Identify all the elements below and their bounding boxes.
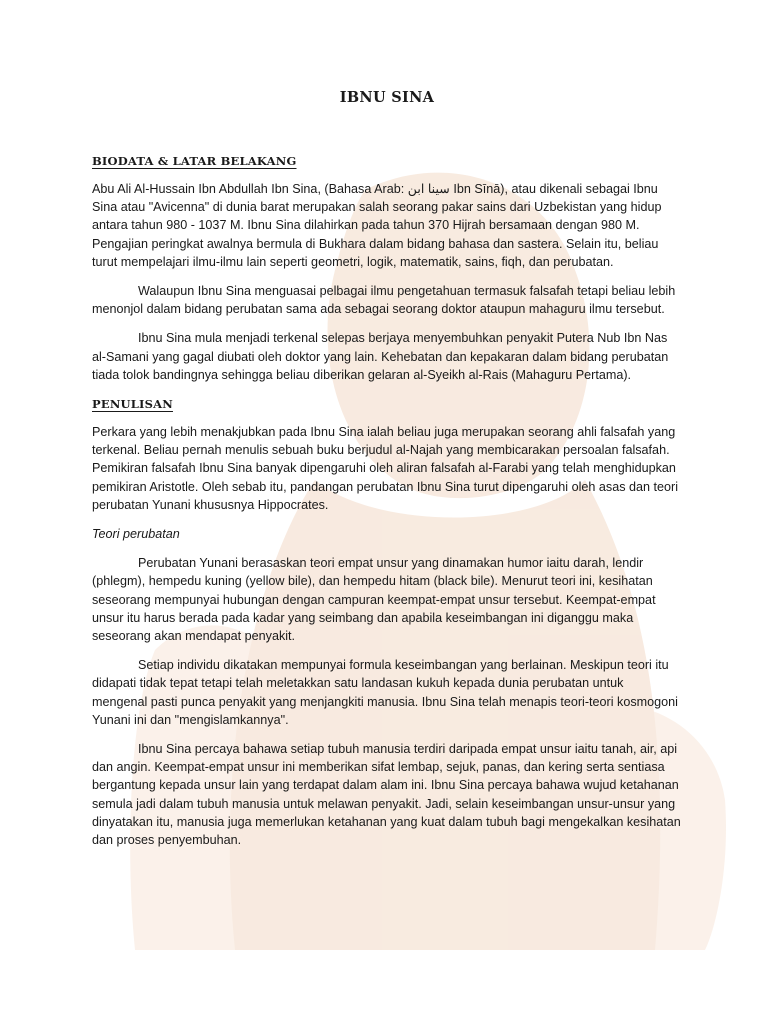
subheading-teori-perubatan: Teori perubatan xyxy=(92,527,180,542)
paragraph-teori-3: Ibnu Sina percaya bahawa setiap tubuh manusia terdiri daripada empat unsur iaitu tanah, air, api dan angin. Keempat-empat unsur ini memberikan sifat lembap, sejuk, panas, dan kering serta sentiasa bergantung kepada unsur lain yang terdapat dalam alam ini. Ibnu Sina percaya bahawa wujud ketahanan semula jadi dalam tubuh manusia untuk melawan penyakit. Jadi, selain keseimbangan unsur-unsur yang dinyatakan itu, manusia juga memerlukan ketahanan yang kuat dalam tubuh bagi mengekalkan kesihatan dan proses penyembuhan. xyxy=(92,742,681,848)
paragraph-biodata-1: Abu Ali Al-Hussain Ibn Abdullah Ibn Sina, (Bahasa Arab: سينا ابن Ibn Sīnā), atau dikenali sebagai Ibnu Sina atau "Avicenna" di dunia barat merupakan salah seorang pakar sains dari Uzbekistan yang hidup antara tahun 980 - 1037 M. Ibnu Sina dilahirkan pada tahun 370 Hijrah bersamaan dengan 980 M. Pengajian peringkat awalnya bermula di Bukhara dalam bidang bahasa dan sastera. Selain itu, beliau turut mempelajari ilmu-ilmu lain seperti geometri, logik, matematik, sains, fiqh, dan perubatan. xyxy=(92,182,662,269)
document-content xyxy=(92,88,682,860)
page-title: IBNU SINA xyxy=(339,89,435,106)
paragraph-biodata-3: Ibnu Sina mula menjadi terkenal selepas berjaya menyembuhkan penyakit Putera Nub Ibn Nas al-Samani yang gagal diubati oleh doktor yang lain. Kehebatan dan kepakaran dalam bidang perubatan tiada tolok bandingnya sehingga beliau diberikan gelaran al-Syeikh al-Rais (Mahaguru Pertama). xyxy=(92,331,669,382)
paragraph-teori-1: Perubatan Yunani berasaskan teori empat unsur yang dinamakan humor iaitu darah, lendir (phlegm), hempedu kuning (yellow bile), dan hempedu hitam (black bile). Menurut teori ini, kesihatan seseorang mempunyai hubungan dengan campuran keempat-empat unsur tersebut. Keempat-empat unsur itu harus berada pada kadar yang seimbang dan apabila keseimbangan ini diganggu maka seseorang akan mendapat penyakit. xyxy=(92,556,656,644)
paragraph-biodata-2: Walaupun Ibnu Sina menguasai pelbagai ilmu pengetahuan termasuk falsafah tetapi beliau lebih menonjol dalam bidang perubatan sama ada sebagai seorang doktor ataupun mahaguru ilmu tersebut. xyxy=(92,284,676,317)
section-heading-biodata: BIODATA & LATAR BELAKANG xyxy=(92,154,297,168)
paragraph-teori-2: Setiap individu dikatakan mempunyai formula keseimbangan yang berlainan. Meskipun teori itu didapati tidak tepat tetapi telah meletakkan satu landasan kukuh kepada dunia perubatan untuk mengenal pasti punca penyakit yang menjangkiti manusia. Ibnu Sina telah menapis teori-teori kosmogoni Yunani ini dan "mengislamkannya". xyxy=(92,658,678,727)
paragraph-penulisan-1: Perkara yang lebih menakjubkan pada Ibnu Sina ialah beliau juga merupakan seorang ahli falsafah yang terkenal. Beliau pernah menulis sebuah buku berjudul al-Najah yang membicarakan persoalan falsafah. Pemikiran falsafah Ibnu Sina banyak dipengaruhi oleh aliran falsafah al-Farabi yang telah menghidupkan pemikiran Aristotle. Oleh sebab itu, pandangan perubatan Ibnu Sina turut dipengaruhi oleh asas dan teori perubatan Yunani khususnya Hippocrates. xyxy=(92,425,679,512)
section-heading-penulisan: PENULISAN xyxy=(92,397,173,412)
